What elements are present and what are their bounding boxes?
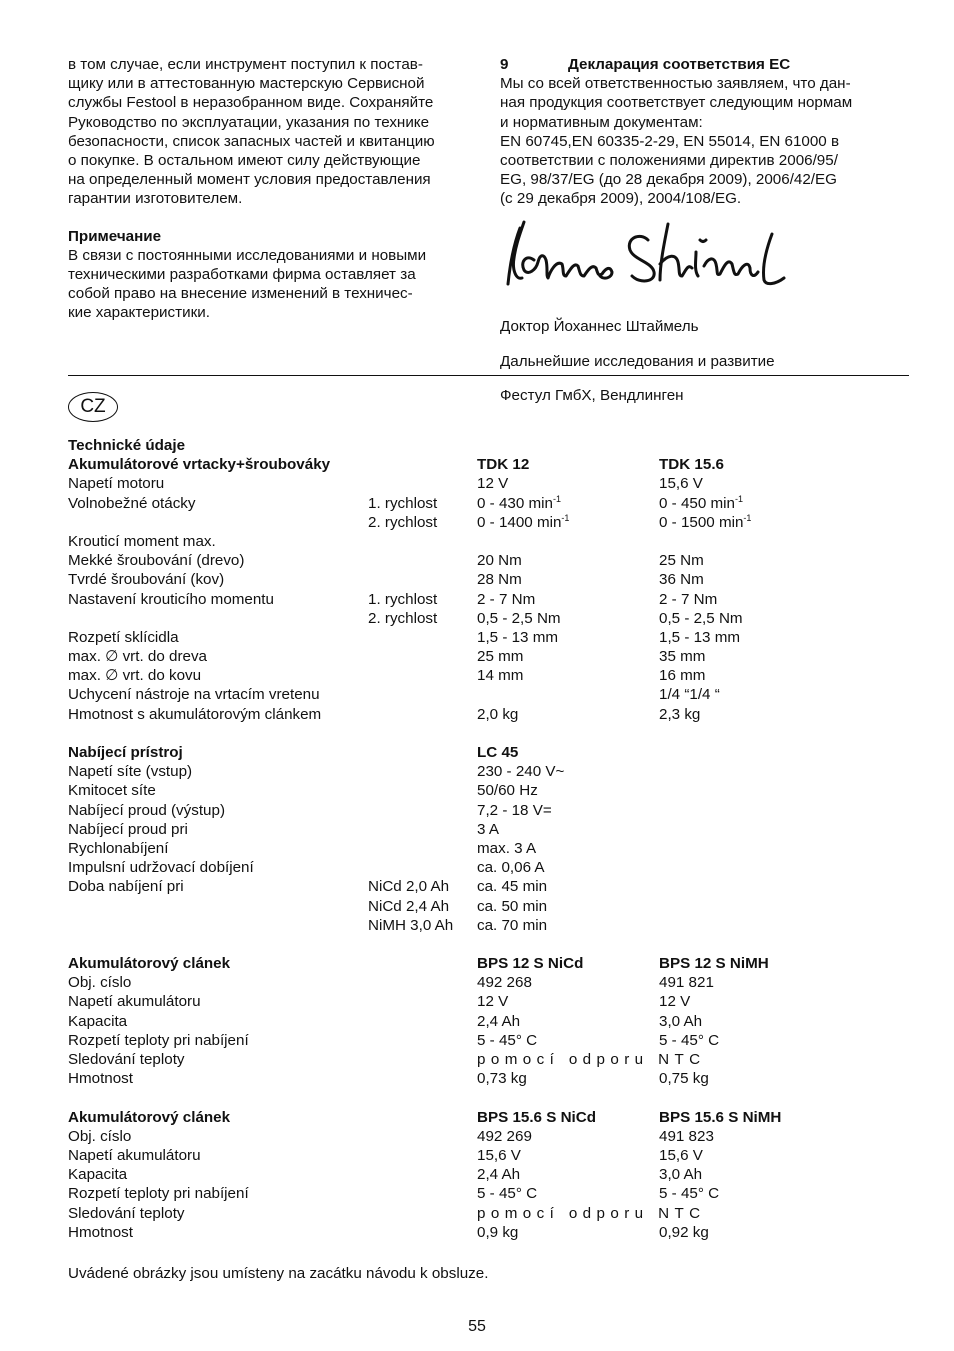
battery156-spec-value-1-cell [477, 1223, 518, 1242]
note-heading: Примечание [68, 227, 162, 245]
battery156-spec-value-2-cell [659, 1165, 702, 1184]
language-badge-cz: CZ [68, 392, 118, 422]
warranty-line: о покупке. В остальном имеют силу действующие [68, 152, 421, 170]
charger-spec-value-1-cell [477, 781, 538, 800]
drill-spec-value-1: 25 mm [477, 648, 524, 666]
drill-spec-value-2: 2,3 kg [659, 705, 701, 723]
drill-spec-value-1-cell [477, 570, 522, 589]
battery12-model-2: BPS 12 S NiMH [659, 955, 769, 973]
battery12-spec-row [68, 1012, 928, 1031]
charger-spec-value-1-cell [477, 897, 547, 916]
drill-spec-value-1: 0 - 430 min [477, 494, 553, 512]
battery156-spec-row [68, 1184, 928, 1203]
charger-header-row [68, 743, 928, 762]
drill-spec-condition: 1. rychlost [368, 590, 438, 608]
drill-spec-value-1: 0,5 - 2,5 Nm [477, 609, 561, 627]
note-line: техническими разработками фирма оставляет за [68, 266, 416, 284]
battery156-spec-value-2-cell [659, 1146, 703, 1165]
charger-model: LC 45 [477, 744, 519, 761]
battery156-spec-row [68, 1165, 928, 1184]
charger-spec-value-1: ca. 45 min [477, 878, 548, 896]
drill-spec-value-2-cell [659, 494, 743, 513]
charger-spec-label: Kmitocet síte [68, 782, 156, 800]
drill-spec-value-2-cell [659, 705, 700, 724]
battery12-spec-row [68, 1069, 928, 1088]
battery156-spec-value-1-cell [477, 1127, 532, 1146]
battery156-spec-value-2-cell [659, 1127, 714, 1146]
drill-spec-row [68, 685, 928, 704]
drill-spec-value-1-cell [477, 474, 508, 493]
drill-spec-value-2-cell [659, 474, 703, 493]
battery156-spec-value-2: 3,0 Ah [659, 1166, 703, 1184]
charger-spec-value-1-cell [477, 820, 499, 839]
warranty-text-column [68, 55, 478, 323]
drill-spec-value-1-cell [477, 705, 518, 724]
battery12-spec-value-2: 0,75 kg [659, 1070, 709, 1088]
declaration-line: (с 29 декабря 2009), 2004/108/EG. [500, 190, 742, 208]
note-paragraph [68, 246, 478, 323]
battery12-spec-value-2: 3,0 Ah [659, 1012, 703, 1030]
drill-spec-value-1-cell [477, 590, 535, 609]
battery156-spec-value-2-cell [659, 1184, 719, 1203]
drill-spec-value-1: 12 V [477, 475, 509, 493]
battery12-spec-label: Napetí akumulátoru [68, 993, 201, 1011]
signer-block [500, 302, 775, 420]
drill-spec-row [68, 628, 928, 647]
drill-spec-label: Tvrdé šroubování (kov) [68, 571, 225, 589]
declaration-column [500, 55, 912, 209]
battery12-spec-value-1-cell [477, 992, 508, 1011]
section-number: 9 [500, 56, 509, 73]
battery12-spec-value-2-cell [659, 1031, 719, 1050]
drill-spec-value-1: 14 mm [477, 667, 524, 685]
battery12-spec-value-1-cell [477, 1031, 537, 1050]
drill-spec-row [68, 494, 928, 513]
drill-spec-value-2: 16 mm [659, 667, 706, 685]
charger-spec-label: Doba nabíjení pri [68, 878, 184, 896]
charger-spec-label: Nabíjecí proud (výstup) [68, 801, 226, 819]
charger-spec-value-1-cell [477, 916, 547, 935]
drill-spec-label: Nastavení krouticího momentu [68, 590, 274, 608]
drill-spec-value-2: 0 - 1500 min [659, 513, 744, 531]
battery12-spec-value-2: 12 V [659, 993, 691, 1011]
battery156-spec-value-1: 15,6 V [477, 1146, 521, 1164]
drill-spec-value-2: 2 - 7 Nm [659, 590, 718, 608]
battery156-spec-label: Napetí akumulátoru [68, 1146, 201, 1164]
drill-spec-condition: 2. rychlost [368, 609, 438, 627]
warranty-line: службы Festool в неразобранном виде. Сохраняйте [68, 94, 434, 112]
unit-exponent: -1 [743, 512, 752, 523]
declaration-line: Мы со всей ответственностью заявляем, что дан- [500, 75, 851, 93]
handwritten-signature [500, 214, 810, 292]
drill-spec-row [68, 532, 928, 551]
declaration-line: EN 60745,EN 60335-2-29, EN 55014, EN 61000 в [500, 132, 840, 150]
drill-spec-value-1-cell [477, 628, 558, 647]
signer-line: Фестул ГмбХ, Вендлинген [500, 386, 684, 404]
unit-exponent: -1 [552, 493, 561, 504]
drill-spec-value-1: 1,5 - 13 mm [477, 628, 559, 646]
drill-header-row [68, 455, 928, 474]
battery12-spec-value-2-cell [659, 1012, 702, 1031]
drill-spec-value-2: 35 mm [659, 648, 706, 666]
drill-spec-value-2: 1/4 “1/4 “ [659, 686, 720, 704]
drill-spec-row [68, 474, 928, 493]
battery12-header-row [68, 954, 928, 973]
charger-spec-row [68, 820, 928, 839]
drill-spec-value-2: 1,5 - 13 mm [659, 628, 741, 646]
battery12-spec-value-2-cell [659, 992, 690, 1011]
unit-exponent: -1 [734, 493, 743, 504]
drill-spec-value-1-cell [477, 647, 523, 666]
battery156-model-1: BPS 15.6 S NiCd [477, 1108, 597, 1126]
charger-spec-row [68, 781, 928, 800]
battery156-spec-row [68, 1127, 928, 1146]
declaration-line: EG, 98/37/EG (до 28 декабря 2009), 2006/42/EG [500, 171, 837, 189]
charger-spec-value-1: ca. 50 min [477, 897, 548, 915]
drill-spec-value-2: 0 - 450 min [659, 494, 735, 512]
page-number: 55 [468, 1318, 486, 1335]
drill-spec-value-1-cell [477, 551, 522, 570]
battery12-spec-row [68, 1031, 928, 1050]
battery156-spec-value-1-cell [477, 1165, 520, 1184]
battery156-spec-value-2: 0,92 kg [659, 1223, 709, 1241]
battery156-spec-row [68, 1146, 928, 1165]
note-line: собой право на внесение изменений в техничес- [68, 285, 413, 303]
drill-spec-value-1-cell [477, 513, 569, 532]
drill-spec-label: max. ∅ vrt. do kovu [68, 667, 202, 685]
battery12-spec-label: Obj. císlo [68, 974, 132, 992]
drill-spec-value-2: 36 Nm [659, 571, 704, 589]
charger-spec-label: Napetí síte (vstup) [68, 763, 193, 781]
charger-spec-label: Impulsní udržovací dobíjení [68, 859, 254, 877]
charger-spec-value-1: 50/60 Hz [477, 782, 538, 800]
battery156-spec-row [68, 1223, 928, 1242]
unit-exponent: -1 [561, 512, 570, 523]
battery12-spec-label: Sledování teploty [68, 1051, 185, 1068]
declaration-line: ная продукция соответствует следующим нормам [500, 94, 853, 112]
battery12-spec-row [68, 973, 928, 992]
battery12-spec-label: Hmotnost [68, 1070, 133, 1088]
battery156-spec-label: Rozpetí teploty pri nabíjení [68, 1185, 249, 1203]
charger-spec-rows [68, 762, 928, 935]
drill-spec-label: Rozpetí sklícidla [68, 628, 179, 646]
declaration-line: и нормативным документам: [500, 113, 703, 131]
charger-spec-row [68, 762, 928, 781]
battery12-spec-label: Kapacita [68, 1012, 128, 1030]
charger-spec-value-1: ca. 70 min [477, 916, 548, 934]
drill-spec-value-2: 0,5 - 2,5 Nm [659, 609, 743, 627]
battery156-spec-rows [68, 1127, 928, 1242]
charger-spec-value-1-cell [477, 839, 536, 858]
battery156-spec-value-2: 491 823 [659, 1127, 714, 1145]
battery12-spec-value-1: 0,73 kg [477, 1070, 527, 1088]
battery156-spec-value-1: 2,4 Ah [477, 1166, 521, 1184]
battery12-spec-value-1-cell [477, 973, 532, 992]
battery156-spec-label: Kapacita [68, 1166, 128, 1184]
battery156-spec-value-2-cell [659, 1223, 709, 1242]
battery12-heading: Akumulátorový clánek [68, 955, 231, 973]
drill-spec-label: max. ∅ vrt. do dreva [68, 648, 207, 666]
drill-spec-value-1: 2,0 kg [477, 705, 519, 723]
drill-spec-value-2-cell [659, 590, 717, 609]
drill-spec-label: Uchycení nástroje na vrtacím vretenu [68, 686, 320, 704]
warranty-line: в том случае, если инструмент поступил к постав- [68, 56, 423, 73]
battery156-spec-label: Obj. císlo [68, 1127, 132, 1145]
drill-spec-value-1: 2 - 7 Nm [477, 590, 536, 608]
battery156-spec-value-1-cell [477, 1184, 537, 1203]
charger-spec-value-1: max. 3 A [477, 839, 537, 857]
charger-spec-condition: NiCd 2,4 Ah [368, 897, 450, 915]
battery156-spec-value-1: 0,9 kg [477, 1223, 519, 1241]
signer-line: Доктор Йоханнес Штаймель [500, 318, 699, 336]
drill-spec-row [68, 647, 928, 666]
declaration-paragraph [500, 74, 912, 208]
battery156-header-row [68, 1108, 928, 1127]
drill-spec-label: Volnobežné otácky [68, 494, 196, 512]
charger-spec-row [68, 916, 928, 935]
charger-spec-row [68, 897, 928, 916]
charger-spec-value-1: 7,2 - 18 V= [477, 801, 552, 819]
drill-spec-value-2-cell [659, 628, 740, 647]
drill-spec-row [68, 513, 928, 532]
battery156-spec-value-1: 5 - 45° C [477, 1185, 538, 1203]
drill-spec-value-2: 25 Nm [659, 552, 704, 570]
warranty-line: щику или в аттестованную мастерскую Сервисной [68, 75, 425, 93]
battery12-spec-row [68, 1050, 928, 1069]
warranty-line: на определенный момент условия предоставления [68, 171, 431, 189]
drill-spec-value-1-cell [477, 666, 523, 685]
drill-spec-value-2-cell [659, 551, 704, 570]
warranty-line: Руководство по эксплуатации, указания по технике [68, 113, 430, 131]
technical-data [68, 436, 928, 1242]
charger-spec-value-1-cell [477, 762, 564, 781]
section-divider [68, 375, 909, 376]
battery156-spec-label: Hmotnost [68, 1223, 133, 1241]
drill-spec-value-2-cell [659, 685, 720, 704]
battery12-spec-value-1: 2,4 Ah [477, 1012, 521, 1030]
tech-title: Technické údaje [68, 437, 186, 454]
section-title: Декларация соответствия ЕС [568, 56, 791, 73]
drill-heading: Akumulátorové vrtacky+šroubováky [68, 456, 331, 474]
drill-spec-condition: 1. rychlost [368, 494, 438, 512]
charger-spec-value-1: 230 - 240 V~ [477, 763, 565, 781]
drill-spec-row [68, 551, 928, 570]
battery12-spec-value-2: 5 - 45° C [659, 1031, 720, 1049]
battery12-spec-value-1: 5 - 45° C [477, 1031, 538, 1049]
charger-spec-label: Nabíjecí proud pri [68, 820, 188, 838]
signer-line: Дальнейшие исследования и развитие [500, 352, 775, 370]
battery12-spec-value-1-cell [477, 1012, 520, 1031]
battery12-model-1: BPS 12 S NiCd [477, 955, 584, 973]
battery156-heading: Akumulátorový clánek [68, 1108, 231, 1126]
drill-spec-label: Mekké šroubování (drevo) [68, 552, 245, 570]
drill-spec-row [68, 570, 928, 589]
charger-spec-label: Rychlonabíjení [68, 839, 169, 857]
battery12-spec-value-2: 491 821 [659, 974, 714, 992]
charger-spec-condition: NiCd 2,0 Ah [368, 878, 450, 896]
note-line: В связи с постоянными исследованиями и новыми [68, 246, 427, 264]
battery12-spec-value-1: 492 268 [477, 974, 532, 992]
battery156-spec-value-1-cell [477, 1146, 521, 1165]
battery156-spec-row [68, 1204, 928, 1223]
charger-spec-value-1-cell [477, 858, 545, 877]
battery156-spec-value-2: 15,6 V [659, 1146, 703, 1164]
battery12-spec-label: Rozpetí teploty pri nabíjení [68, 1031, 249, 1049]
declaration-heading [500, 55, 912, 74]
charger-spec-row [68, 858, 928, 877]
drill-spec-value-1: 0 - 1400 min [477, 513, 562, 531]
battery156-spec-shared-value: pomocí odporu NTC [477, 1204, 706, 1222]
drill-spec-label: Hmotnost s akumulátorovým clánkem [68, 705, 322, 723]
drill-spec-row [68, 590, 928, 609]
drill-spec-value-2-cell [659, 666, 705, 685]
charger-spec-value-1: ca. 0,06 A [477, 859, 545, 877]
battery12-spec-row [68, 992, 928, 1011]
figures-note: Uvádené obrázky jsou umísteny na zacátku návodu k obsluze. [68, 1265, 489, 1282]
drill-spec-label: Krouticí moment max. [68, 532, 216, 550]
charger-spec-value-1-cell [477, 801, 552, 820]
charger-spec-row [68, 839, 928, 858]
battery12-spec-value-1-cell [477, 1069, 527, 1088]
battery12-spec-rows [68, 973, 928, 1088]
drill-spec-value-2-cell [659, 570, 704, 589]
drill-model-2: TDK 15.6 [659, 456, 724, 474]
battery12-spec-value-2-cell [659, 973, 714, 992]
charger-heading: Nabíjecí prístroj [68, 744, 183, 761]
declaration-line: соответствии с положениями директив 2006/95/ [500, 152, 838, 170]
drill-spec-value-2-cell [659, 609, 743, 628]
drill-spec-condition: 2. rychlost [368, 513, 438, 531]
charger-spec-value-1-cell [477, 877, 547, 896]
drill-spec-rows [68, 474, 928, 723]
battery156-spec-label: Sledování teploty [68, 1204, 185, 1222]
battery156-spec-value-2: 5 - 45° C [659, 1185, 720, 1203]
battery12-spec-value-2-cell [659, 1069, 709, 1088]
battery156-model-2: BPS 15.6 S NiMH [659, 1108, 782, 1126]
drill-spec-value-1-cell [477, 609, 561, 628]
drill-spec-label: Napetí motoru [68, 475, 165, 493]
drill-model-1: TDK 12 [477, 456, 530, 474]
warranty-line: безопасности, список запасных частей и квитанцию [68, 132, 435, 150]
charger-spec-condition: NiMH 3,0 Ah [368, 916, 454, 934]
note-line: кие характеристики. [68, 304, 210, 322]
battery12-spec-shared-value: pomocí odporu NTC [477, 1051, 706, 1068]
charger-spec-row [68, 801, 928, 820]
charger-spec-row [68, 877, 928, 896]
drill-spec-value-2: 15,6 V [659, 475, 703, 493]
charger-spec-value-1: 3 A [477, 820, 499, 838]
warranty-paragraph [68, 55, 478, 209]
drill-spec-value-1: 28 Nm [477, 571, 522, 589]
warranty-line: гарантии изготовителем. [68, 190, 243, 208]
battery156-spec-value-1: 492 269 [477, 1127, 532, 1145]
drill-spec-row [68, 609, 928, 628]
drill-spec-value-2-cell [659, 647, 705, 666]
battery12-spec-value-1: 12 V [477, 993, 509, 1011]
drill-spec-row [68, 666, 928, 685]
drill-spec-value-1: 20 Nm [477, 552, 522, 570]
drill-spec-value-2-cell [659, 513, 751, 532]
drill-spec-value-1-cell [477, 494, 561, 513]
drill-spec-row [68, 705, 928, 724]
